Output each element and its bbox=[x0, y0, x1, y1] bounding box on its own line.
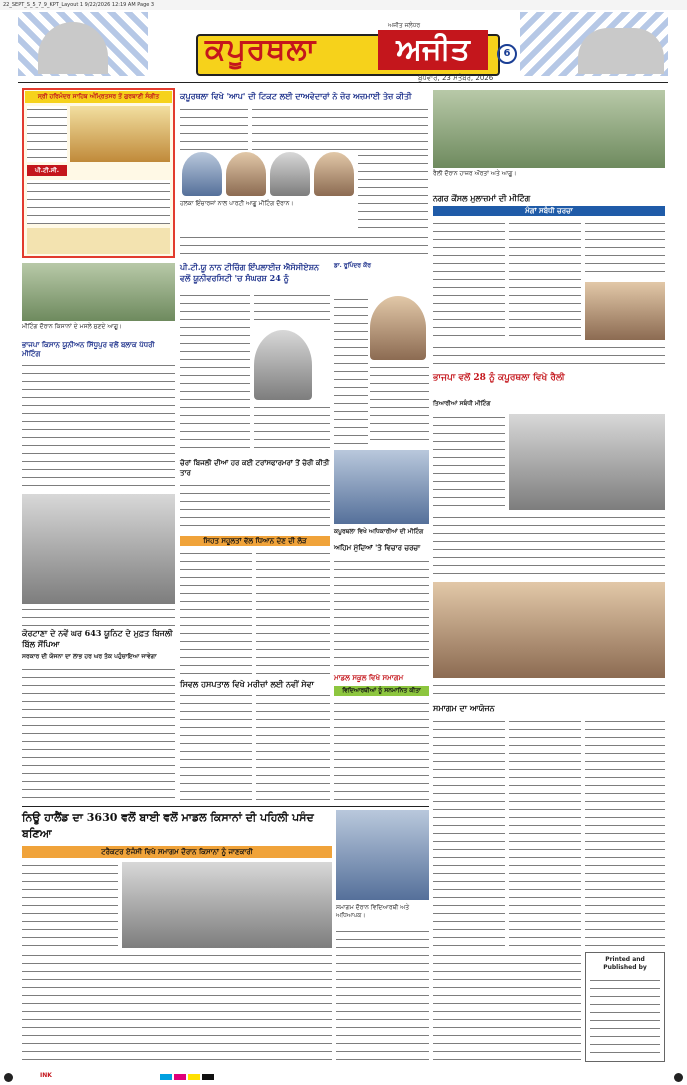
center-story-a-headline: ਪੀ.ਟੀ.ਯੂ ਨਾਨ ਟੀਚਿੰਗ ਇੰਪਲਾਈਜ਼ ਐਸੋਸੀਏਸ਼ਨ ਵਲੋਂ ਯੂਨੀਵਰਸਿਟੀ 'ਚ ਸੰਘਰਸ਼ 24 ਨੂੰ bbox=[180, 262, 320, 283]
meeting-story-headline: ਅਹਿਮ ਮੁੱਦਿਆਂ 'ਤੇ ਵਿਚਾਰ ਚਰਚਾ bbox=[334, 543, 421, 552]
ad-schedule-text bbox=[27, 180, 170, 224]
right-photo-meeting bbox=[585, 282, 665, 340]
registration-mark-left bbox=[4, 1073, 13, 1082]
color-swatch-yellow bbox=[188, 1074, 200, 1080]
right-photo-crowd-caption bbox=[433, 682, 665, 700]
left-story2-body bbox=[22, 666, 175, 804]
school-bar: ਵਿਦਿਆਰਥੀਆਂ ਨੂੰ ਸਨਮਾਨਿਤ ਕੀਤਾ bbox=[334, 686, 429, 696]
imprint-box bbox=[585, 952, 665, 1062]
color-swatch-cyan bbox=[160, 1074, 172, 1080]
masthead-title-right: ਅਜੀਤ bbox=[378, 30, 488, 70]
center-story-a-body-b bbox=[254, 292, 330, 326]
center-portrait bbox=[254, 330, 312, 400]
left-story2-sub: ਸਰਕਾਰ ਦੀ ਯੋਜਨਾ ਦਾ ਲਾਭ ਹਰ ਘਰ ਤੱਕ ਪਹੁੰਚਾਇਆ ਜਾਵੇਗਾ bbox=[22, 653, 157, 660]
masthead-monument-right bbox=[578, 28, 664, 74]
center-story-a-body-c bbox=[254, 404, 330, 452]
left-photo-caption: ਮੀਟਿੰਗ ਦੌਰਾਨ ਕਿਸਾਨਾਂ ਦੇ ਮਸਲੇ ਸੁਣਦੇ ਆਗੂ। bbox=[22, 323, 123, 330]
center-story-c-body-a bbox=[180, 550, 252, 674]
school-photo-caption: ਸਮਾਗਮ ਦੌਰਾਨ ਵਿਦਿਆਰਥੀ ਅਤੇ ਅਧਿਆਪਕ। bbox=[336, 904, 410, 919]
center-story-a-body bbox=[180, 292, 250, 452]
ad-text-block bbox=[27, 106, 67, 162]
left-story2-headline: ਕੋਰਟਾਣਾ ਦੇ ਨਵੇਂ ਘਰ 643 ਯੂਨਿਟ ਦੇ ਮੁਫ਼ਤ ਬਿਜਲੀ ਬਿੱਲ ਸੌਂਪਿਆ bbox=[22, 628, 173, 649]
profile-headline: ਡਾ. ਰੂਪਿੰਦਰ ਕੌਰ bbox=[334, 262, 371, 269]
masthead-sub: ਅਜੀਤ ਜਲੰਧਰ bbox=[388, 22, 421, 29]
lead-portrait-1 bbox=[182, 152, 222, 196]
right-bottom-body-a bbox=[433, 718, 505, 948]
meeting-body bbox=[334, 558, 429, 668]
right-photo-crowd bbox=[433, 582, 665, 678]
color-swatch-black bbox=[202, 1074, 214, 1080]
center-story-d-body-a bbox=[180, 692, 252, 800]
left-story1-headline: ਭਾਜਪਾ ਕਿਸਾਨ ਯੂਨੀਅਨ ਸਿੱਧੂਪੁਰ ਵਲੋਂ ਬਲਾਕ ਪੱਧਰੀ ਮੀਟਿੰਗ bbox=[22, 340, 155, 358]
right-story-body-a bbox=[433, 220, 505, 340]
lead-portrait-3 bbox=[270, 152, 310, 196]
bjp-subhead: ਤਿਆਰੀਆਂ ਸਬੰਧੀ ਮੀਟਿੰਗ bbox=[433, 400, 491, 407]
lead-body-b bbox=[252, 106, 428, 150]
right-story-headline: ਨਗਰ ਕੌਂਸਲ ਮੁਲਾਜ਼ਮਾਂ ਦੀ ਮੀਟਿੰਗ bbox=[433, 193, 531, 203]
footer-ink-label: INK bbox=[40, 1072, 52, 1079]
left-photo-group bbox=[22, 494, 175, 604]
lead-body-d bbox=[180, 234, 428, 258]
lead-photo-caption: ਹਲਕਾ ਇੰਚਾਰਜਾਂ ਨਾਲ ਪਾਰਟੀ ਆਗੂ ਮੀਟਿੰਗ ਦੌਰਾਨ। bbox=[180, 200, 294, 207]
right-bottom-body-d bbox=[433, 952, 581, 1062]
profile-photo bbox=[370, 296, 426, 360]
meeting-headline: ਕਪੂਰਥਲਾ ਵਿਖੇ ਅਧਿਕਾਰੀਆਂ ਦੀ ਮੀਟਿੰਗ bbox=[334, 528, 424, 535]
center-story-c-body-b bbox=[256, 550, 330, 674]
masthead-rule bbox=[18, 82, 668, 83]
bjp-body-a bbox=[433, 414, 505, 510]
tractor-body-b bbox=[22, 952, 332, 1062]
right-story-body-c bbox=[585, 220, 665, 278]
lead-headline: ਕਪੂਰਥਲਾ ਵਿਖੇ 'ਆਪ' ਦੀ ਟਿਕਟ ਲਈ ਦਾਅਵੇਦਾਰਾਂ ਨੇ ਜ਼ੋਰ ਅਜ਼ਮਾਈ ਤੇਜ਼ ਕੀਤੀ bbox=[180, 91, 412, 101]
lead-portrait-4 bbox=[314, 152, 354, 196]
right-bottom-headline: ਸਮਾਗਮ ਦਾ ਆਯੋਜਨ bbox=[433, 703, 495, 713]
right-bottom-body-c bbox=[585, 718, 665, 948]
right-story-body-b bbox=[509, 220, 581, 340]
right-photo-rally bbox=[433, 90, 665, 168]
tractor-body-a bbox=[22, 862, 118, 948]
tractor-headline: ਨਿਊ ਹਾਲੈਂਡ ਦਾ 3630 ਵਲੋਂ ਬਾਈ ਵਲੋਂ ਮਾਡਲ ਕਿਸਾਨਾਂ ਦੀ ਪਹਿਲੀ ਪਸੰਦ ਬਣਿਆ bbox=[22, 811, 314, 840]
school-body-b bbox=[336, 928, 429, 1062]
bjp-body-b bbox=[433, 514, 665, 578]
center-story-c-bar: ਸਿਹਤ ਸਹੂਲਤਾਂ ਵੱਲ ਧਿਆਨ ਦੇਣ ਦੀ ਲੋੜ bbox=[180, 536, 330, 546]
bottom-rule bbox=[22, 806, 429, 807]
center-story-b-body bbox=[180, 482, 330, 532]
bjp-photo bbox=[509, 414, 665, 510]
right-story-bar: ਮੰਗਾਂ ਸਬੰਧੀ ਚਰਚਾ bbox=[433, 206, 665, 216]
ad-badge: ਪੀ.ਟੀ.ਸੀ. bbox=[27, 165, 67, 176]
left-story1-body bbox=[22, 362, 175, 490]
profile-body-a bbox=[334, 296, 368, 446]
masthead-date: ਬੁੱਧਵਾਰ, 23 ਸਤੰਬਰ, 2026 bbox=[418, 74, 494, 82]
right-photo-caption: ਰੈਲੀ ਦੌਰਾਨ ਹਾਜ਼ਰ ਔਰਤਾਂ ਅਤੇ ਆਗੂ। bbox=[433, 170, 517, 177]
right-caption-2 bbox=[433, 344, 665, 368]
page-number: 6 bbox=[497, 44, 517, 64]
lead-body-c bbox=[358, 152, 428, 232]
profile-body-b bbox=[370, 364, 429, 446]
lead-body-a bbox=[180, 106, 248, 150]
color-swatch-magenta bbox=[174, 1074, 186, 1080]
left-photo2-caption bbox=[22, 606, 175, 626]
imprint-text bbox=[590, 977, 660, 1057]
print-slug: 22_SEPT_S_5_7_9_KPT_Layout 1 9/22/2026 12:19 AM Page 3 bbox=[0, 0, 687, 10]
ad-footer-strip bbox=[27, 228, 170, 254]
bjp-headline: ਭਾਜਪਾ ਵਲੋਂ 28 ਨੂੰ ਕਪੂਰਥਲਾ ਵਿਖੇ ਰੈਲੀ bbox=[433, 373, 565, 383]
tractor-photo bbox=[122, 862, 332, 948]
registration-mark-right bbox=[674, 1073, 683, 1082]
meeting-photo bbox=[334, 450, 429, 524]
lead-portrait-2 bbox=[226, 152, 266, 196]
school-photo bbox=[336, 810, 429, 900]
center-story-d-headline: ਸਿਵਲ ਹਸਪਤਾਲ ਵਿਖੇ ਮਰੀਜ਼ਾਂ ਲਈ ਨਵੀਂ ਸੇਵਾ bbox=[180, 679, 314, 689]
left-photo-farmers bbox=[22, 263, 175, 321]
tractor-bar: ਟਰੈਕਟਰ ਏਜੰਸੀ ਵਿਖੇ ਸਮਾਗਮ ਦੌਰਾਨ ਕਿਸਾਨਾਂ ਨੂੰ ਜਾਣਕਾਰੀ bbox=[22, 846, 332, 858]
school-body bbox=[334, 700, 429, 800]
school-headline: ਮਾਡਲ ਸਕੂਲ ਵਿਖੇ ਸਮਾਗਮ bbox=[334, 673, 404, 682]
center-story-b-headline: ਚੋਰਾਂ ਬਿਜਲੀ ਦੀਆਂ ਹਰ ਕਈ ਟਰਾਂਸਫਾਰਮਰਾਂ ਤੋਂ ਚੋਰੀ ਕੀਤੀ ਤਾਰ bbox=[180, 458, 330, 477]
ad-title: ਸ੍ਰੀ ਹਰਿਮੰਦਰ ਸਾਹਿਬ ਅੰਮ੍ਰਿਤਸਰ ਤੋਂ ਗੁਰਬਾਣੀ ਸੰਗੀਤ bbox=[25, 91, 172, 103]
right-bottom-body-b bbox=[509, 718, 581, 948]
ad-golden-temple-photo bbox=[70, 106, 170, 162]
masthead-title-left: ਕਪੂਰਥਲਾ bbox=[205, 32, 317, 67]
footer bbox=[0, 1070, 687, 1085]
center-story-d-body-b bbox=[256, 692, 330, 800]
imprint-label: Printed and Published by bbox=[603, 956, 647, 971]
